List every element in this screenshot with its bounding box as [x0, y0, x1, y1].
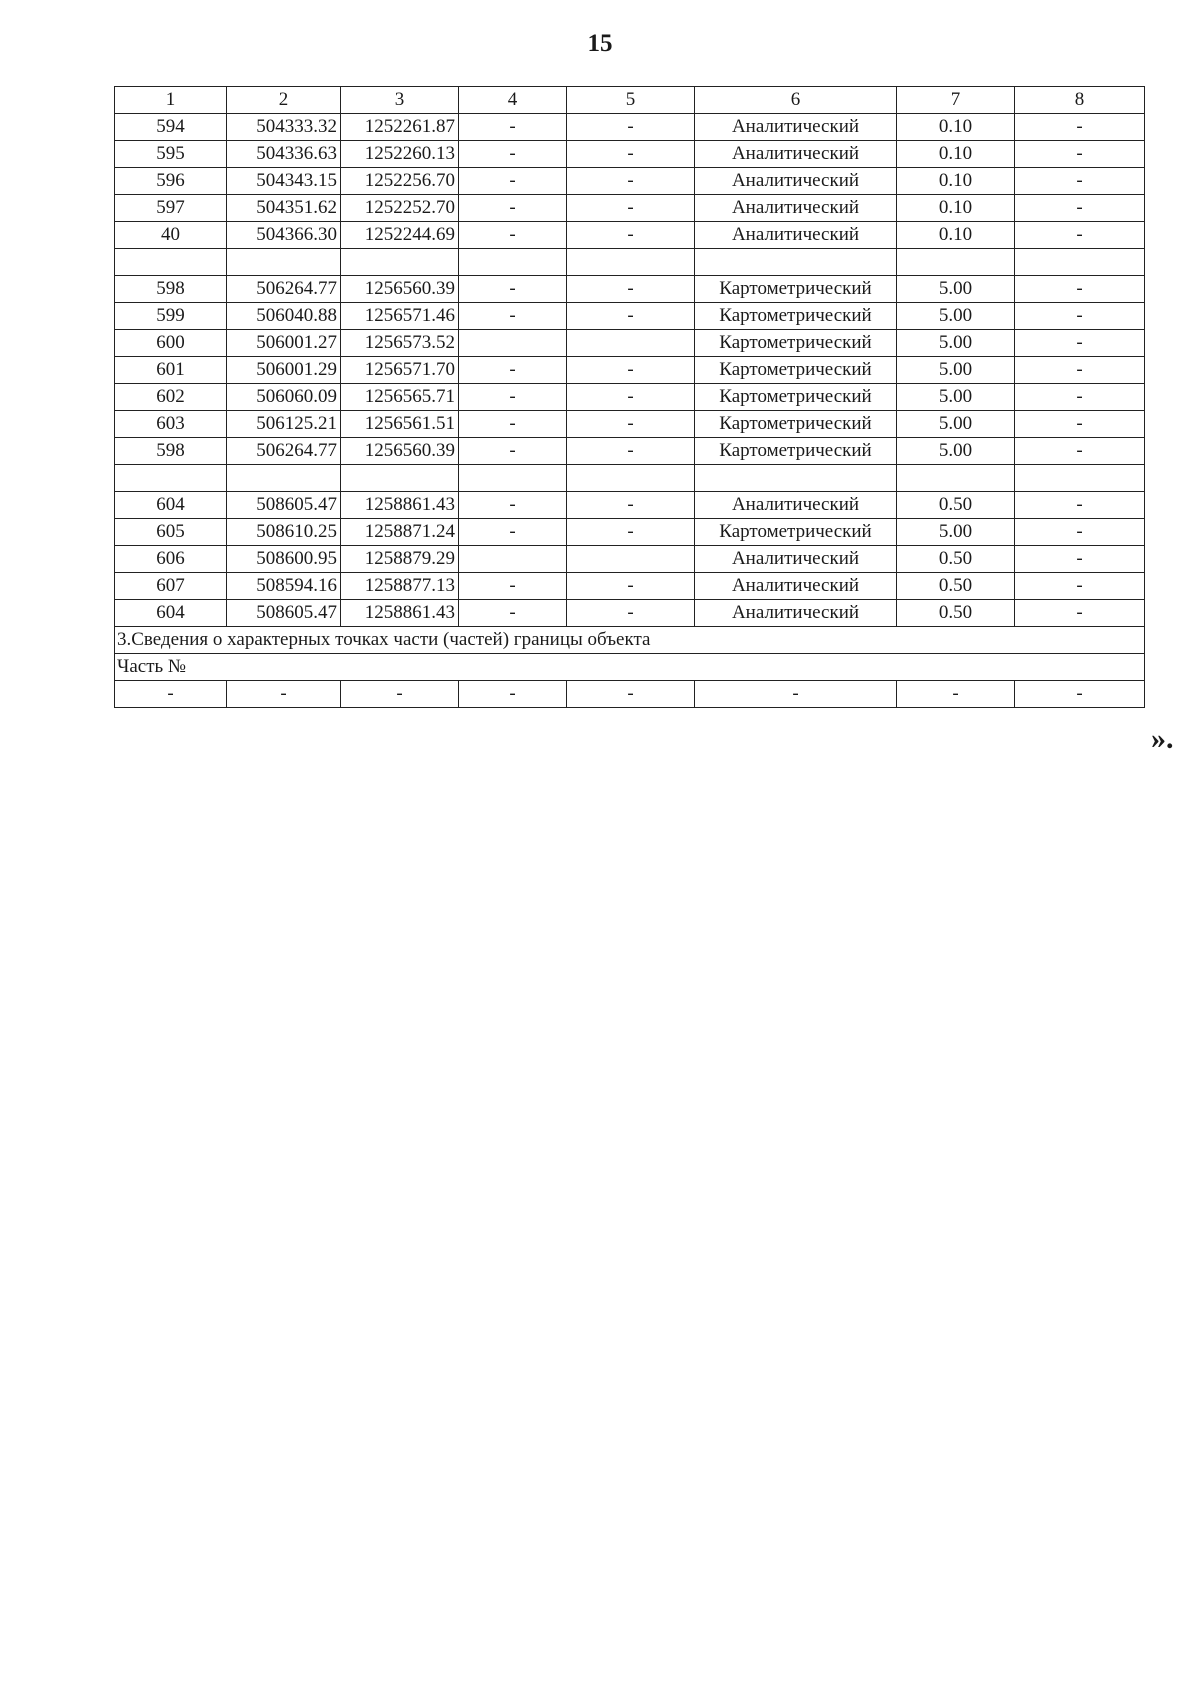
table-cell: 598	[115, 276, 227, 303]
table-cell: 8	[1015, 87, 1145, 114]
table-cell: 1	[115, 87, 227, 114]
table-cell: 1258879.29	[341, 546, 459, 573]
table-cell: 508610.25	[227, 519, 341, 546]
table-cell: 1252256.70	[341, 168, 459, 195]
table-cell: 40	[115, 222, 227, 249]
table-cell: 506060.09	[227, 384, 341, 411]
table-cell: -	[459, 681, 567, 708]
table-cell: -	[1015, 519, 1145, 546]
table-row	[115, 141, 1145, 168]
table-cell: 0.50	[897, 546, 1015, 573]
table-cell: 1256571.46	[341, 303, 459, 330]
table-body	[115, 87, 1145, 708]
table-cell: Картометрический	[695, 438, 897, 465]
table-cell	[695, 465, 897, 492]
table-cell: Картометрический	[695, 411, 897, 438]
table-cell: 508605.47	[227, 600, 341, 627]
table-cell: 598	[115, 438, 227, 465]
table-cell: -	[567, 384, 695, 411]
table-cell	[459, 465, 567, 492]
table-cell: 506001.27	[227, 330, 341, 357]
table-cell: 5	[567, 87, 695, 114]
table-cell	[897, 249, 1015, 276]
page-number: 15	[587, 30, 613, 57]
table-cell: -	[459, 276, 567, 303]
table-cell: 0.10	[897, 141, 1015, 168]
table-row	[115, 519, 1145, 546]
table-cell: -	[227, 681, 341, 708]
table-cell: -	[1015, 303, 1145, 330]
table-cell: 1252260.13	[341, 141, 459, 168]
table-cell: Картометрический	[695, 276, 897, 303]
section-title-row	[115, 627, 1145, 654]
table-cell: 1256573.52	[341, 330, 459, 357]
table-cell	[567, 465, 695, 492]
table-cell: 602	[115, 384, 227, 411]
table-cell	[341, 249, 459, 276]
table-cell: 0.50	[897, 600, 1015, 627]
table-cell: 595	[115, 141, 227, 168]
table-cell: -	[1015, 330, 1145, 357]
table-cell: 506040.88	[227, 303, 341, 330]
table-cell: -	[1015, 222, 1145, 249]
table-row	[115, 276, 1145, 303]
table-cell: -	[459, 519, 567, 546]
table-cell: Аналитический	[695, 141, 897, 168]
table-cell: -	[567, 276, 695, 303]
table-cell: Картометрический	[695, 303, 897, 330]
table-cell: -	[1015, 681, 1145, 708]
table-cell: -	[1015, 438, 1145, 465]
table-cell: 2	[227, 87, 341, 114]
table-cell: Аналитический	[695, 492, 897, 519]
table-cell: Картометрический	[695, 330, 897, 357]
table-cell: 504366.30	[227, 222, 341, 249]
table-cell: 508594.16	[227, 573, 341, 600]
table-cell: 601	[115, 357, 227, 384]
table-row	[115, 546, 1145, 573]
table-cell: -	[1015, 546, 1145, 573]
table-cell: 1256565.71	[341, 384, 459, 411]
table-cell: 5.00	[897, 276, 1015, 303]
table-cell: 603	[115, 411, 227, 438]
table-cell: 594	[115, 114, 227, 141]
table-cell: -	[897, 681, 1015, 708]
table-cell: 0.50	[897, 573, 1015, 600]
table-cell	[1015, 249, 1145, 276]
table-cell: -	[459, 492, 567, 519]
table-cell: -	[695, 681, 897, 708]
table-cell: 5.00	[897, 519, 1015, 546]
table-cell: Аналитический	[695, 114, 897, 141]
table-cell: 604	[115, 600, 227, 627]
table-cell: Картометрический	[695, 384, 897, 411]
table-cell: 504336.63	[227, 141, 341, 168]
table-cell: 504343.15	[227, 168, 341, 195]
table-cell: -	[567, 519, 695, 546]
boundary-points-table	[114, 86, 1145, 708]
table-cell: -	[1015, 492, 1145, 519]
table-cell: 508605.47	[227, 492, 341, 519]
separator-row	[115, 465, 1145, 492]
table-cell	[897, 465, 1015, 492]
table-row	[115, 195, 1145, 222]
table-cell: -	[1015, 357, 1145, 384]
table-cell: 1256571.70	[341, 357, 459, 384]
table-cell: 5.00	[897, 438, 1015, 465]
table-cell: -	[459, 384, 567, 411]
table-cell: -	[567, 222, 695, 249]
table-cell: 5.00	[897, 303, 1015, 330]
table-cell: -	[567, 141, 695, 168]
table-cell: Аналитический	[695, 600, 897, 627]
table-row	[115, 384, 1145, 411]
table-cell: 7	[897, 87, 1015, 114]
table-cell: 5.00	[897, 330, 1015, 357]
table-cell: -	[459, 141, 567, 168]
table-cell: 599	[115, 303, 227, 330]
table-cell: Аналитический	[695, 546, 897, 573]
table-cell: 5.00	[897, 384, 1015, 411]
table-cell: -	[459, 168, 567, 195]
table-cell: 504333.32	[227, 114, 341, 141]
table-cell: 605	[115, 519, 227, 546]
table-cell: 504351.62	[227, 195, 341, 222]
table-cell: 0.10	[897, 168, 1015, 195]
table-cell: 0.10	[897, 195, 1015, 222]
table-cell: 3	[341, 87, 459, 114]
table-cell: -	[459, 303, 567, 330]
header-row	[115, 87, 1145, 114]
table-cell: Аналитический	[695, 573, 897, 600]
table-cell	[459, 249, 567, 276]
table-cell: 506125.21	[227, 411, 341, 438]
table-cell	[115, 465, 227, 492]
table-row	[115, 411, 1145, 438]
table-row	[115, 492, 1145, 519]
table-cell: 1258861.43	[341, 600, 459, 627]
table-cell: 506001.29	[227, 357, 341, 384]
table-cell: 1252261.87	[341, 114, 459, 141]
separator-row	[115, 249, 1145, 276]
table-cell: 607	[115, 573, 227, 600]
table-row	[115, 114, 1145, 141]
table-cell: 1256561.51	[341, 411, 459, 438]
table-row	[115, 438, 1145, 465]
table-cell: -	[567, 303, 695, 330]
table-cell: -	[567, 411, 695, 438]
table-cell: 0.10	[897, 114, 1015, 141]
table-cell: 1258861.43	[341, 492, 459, 519]
table-container	[114, 86, 1145, 708]
table-cell: Аналитический	[695, 195, 897, 222]
table-cell: 0.50	[897, 492, 1015, 519]
table-cell: Картометрический	[695, 357, 897, 384]
table-cell: -	[567, 168, 695, 195]
table-cell: 4	[459, 87, 567, 114]
table-cell: -	[1015, 276, 1145, 303]
table-cell: -	[1015, 168, 1145, 195]
table-cell: -	[567, 357, 695, 384]
table-cell: -	[459, 222, 567, 249]
table-cell: Картометрический	[695, 519, 897, 546]
table-cell: -	[1015, 573, 1145, 600]
closing-quote-mark: ».	[1151, 722, 1174, 755]
section-title: 3.Сведения о характерных точках части (частей) границы объекта	[115, 627, 1145, 654]
table-cell	[227, 465, 341, 492]
table-cell: -	[1015, 195, 1145, 222]
table-cell: -	[567, 600, 695, 627]
table-cell: -	[567, 438, 695, 465]
table-cell: 6	[695, 87, 897, 114]
table-cell: 600	[115, 330, 227, 357]
table-row	[115, 168, 1145, 195]
table-cell	[567, 546, 695, 573]
table-cell	[695, 249, 897, 276]
table-cell: -	[115, 681, 227, 708]
table-cell: -	[459, 600, 567, 627]
table-cell: 5.00	[897, 411, 1015, 438]
table-cell	[459, 330, 567, 357]
table-cell: -	[459, 114, 567, 141]
table-cell	[459, 546, 567, 573]
table-cell: -	[459, 438, 567, 465]
table-row	[115, 303, 1145, 330]
table-cell: -	[567, 681, 695, 708]
table-cell: -	[1015, 384, 1145, 411]
table-row	[115, 600, 1145, 627]
table-cell: 0.10	[897, 222, 1015, 249]
table-cell	[115, 249, 227, 276]
table-cell: 597	[115, 195, 227, 222]
table-cell: Аналитический	[695, 168, 897, 195]
table-cell	[227, 249, 341, 276]
table-cell: -	[459, 357, 567, 384]
part-number-label: Часть №	[115, 654, 1145, 681]
table-cell: 508600.95	[227, 546, 341, 573]
table-cell: 1252244.69	[341, 222, 459, 249]
table-cell: -	[459, 573, 567, 600]
table-row	[115, 222, 1145, 249]
table-cell: 1252252.70	[341, 195, 459, 222]
table-cell: 1256560.39	[341, 438, 459, 465]
table-cell: 506264.77	[227, 276, 341, 303]
table-cell: -	[1015, 411, 1145, 438]
table-cell: 606	[115, 546, 227, 573]
part-label-row	[115, 654, 1145, 681]
table-cell: 5.00	[897, 357, 1015, 384]
table-cell: 506264.77	[227, 438, 341, 465]
table-cell: -	[567, 195, 695, 222]
table-cell: Аналитический	[695, 222, 897, 249]
table-cell: -	[459, 411, 567, 438]
table-row	[115, 357, 1145, 384]
table-cell: 1258877.13	[341, 573, 459, 600]
table-cell: -	[341, 681, 459, 708]
table-cell: 604	[115, 492, 227, 519]
table-row	[115, 330, 1145, 357]
table-cell	[567, 330, 695, 357]
table-cell: 1256560.39	[341, 276, 459, 303]
table-cell: -	[567, 114, 695, 141]
table-cell	[341, 465, 459, 492]
table-cell: -	[1015, 600, 1145, 627]
table-cell: -	[567, 492, 695, 519]
table-cell: -	[1015, 141, 1145, 168]
table-cell	[567, 249, 695, 276]
table-row	[115, 681, 1145, 708]
table-row	[115, 573, 1145, 600]
table-cell: -	[567, 573, 695, 600]
table-cell: 1258871.24	[341, 519, 459, 546]
table-cell: 596	[115, 168, 227, 195]
table-cell: -	[1015, 114, 1145, 141]
table-cell	[1015, 465, 1145, 492]
table-cell: -	[459, 195, 567, 222]
